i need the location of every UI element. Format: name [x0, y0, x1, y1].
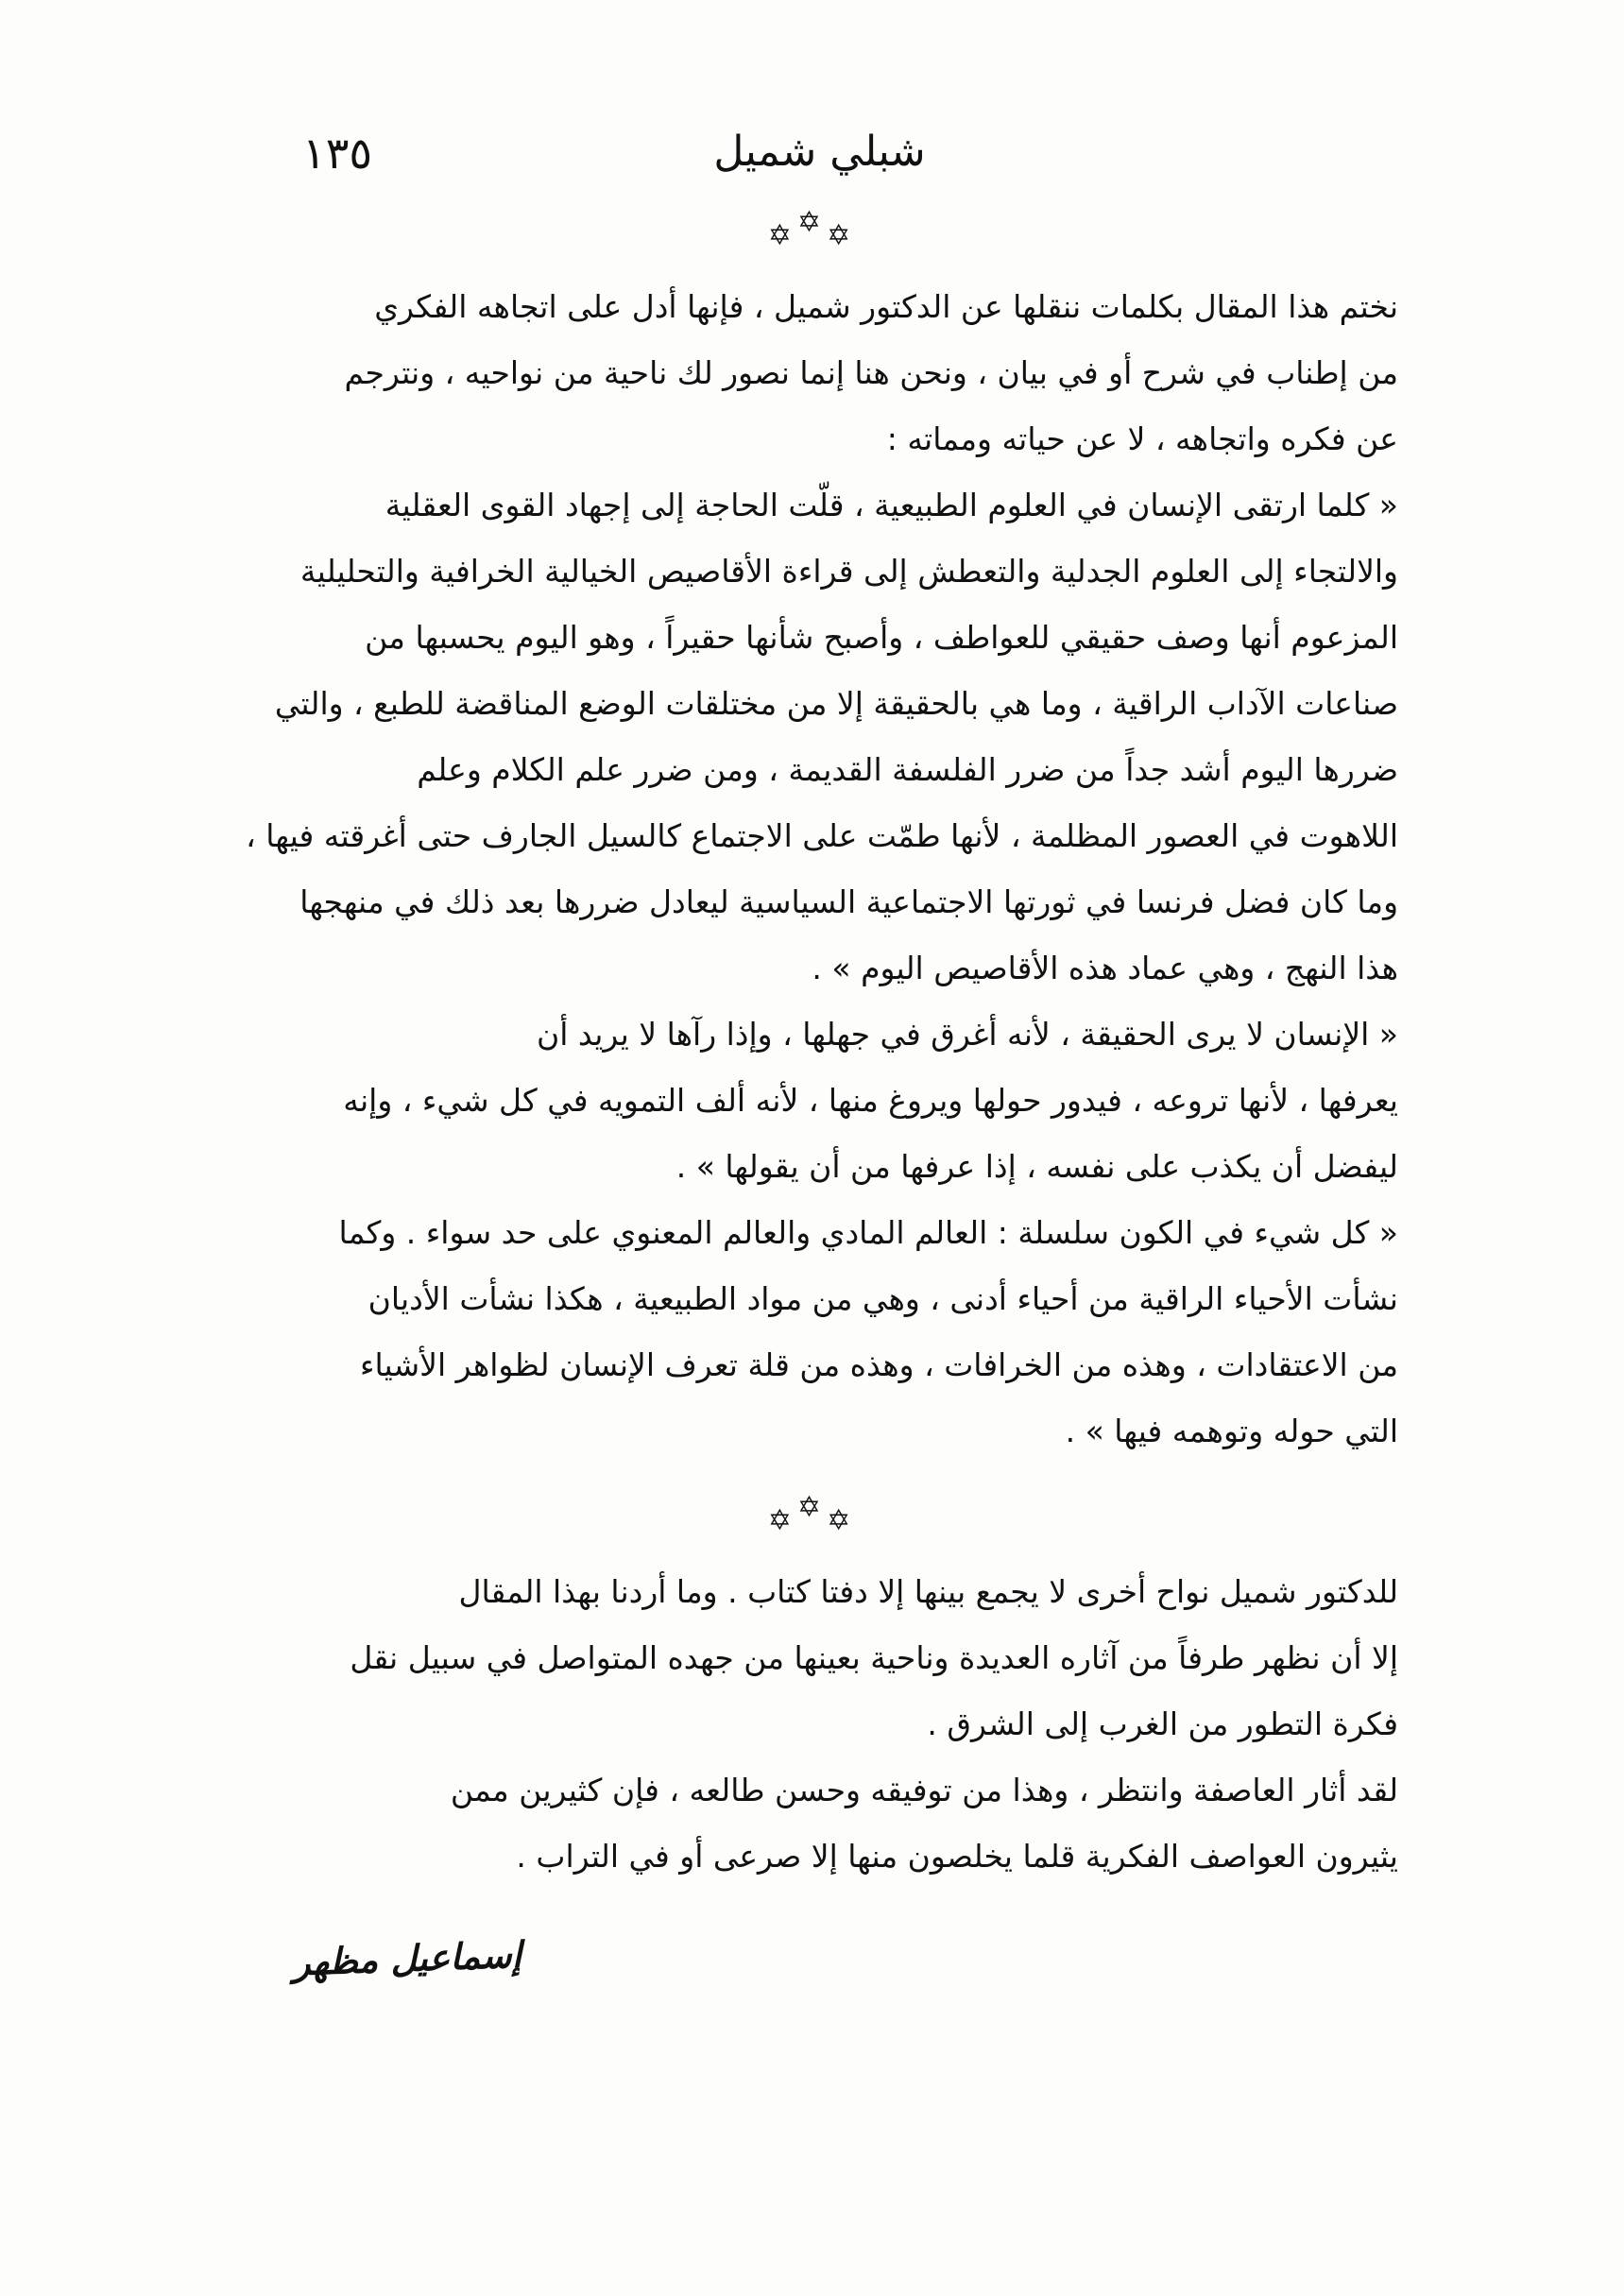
- section-divider-top: [0, 206, 1624, 257]
- text-line: اللاهوت في العصور المظلمة ، لأنها طمّت على الاجتماع كالسيل الجارف حتى أغرقته فيها ،: [246, 817, 1398, 854]
- star-ornament-icon: ✡: [827, 219, 857, 252]
- star-ornament-icon: ✡: [767, 1504, 797, 1537]
- text-line: فكرة التطور من الغرب إلى الشرق .: [927, 1705, 1398, 1742]
- page-header: [302, 128, 1337, 184]
- text-line: « كل شيء في الكون سلسلة : العالم المادي والعالم المعنوي على حد سواء . وكما: [338, 1214, 1398, 1251]
- text-line: من إطناب في شرح أو في بيان ، ونحن هنا إنما نصور لك ناحية من نواحيه ، ونترجم: [344, 354, 1398, 391]
- text-line: « الإنسان لا يرى الحقيقة ، لأنه أغرق في جهلها ، وإذا رآها لا يريد أن: [536, 1016, 1398, 1053]
- section-divider-bottom: [0, 1491, 1624, 1542]
- body-text-section-1: [231, 274, 1398, 1465]
- author-signature: إسماعيل مظهر: [292, 1932, 522, 1984]
- star-ornament-icon: ✡: [796, 1491, 828, 1524]
- star-ornament-icon: ✡: [796, 206, 828, 239]
- text-line: والالتجاء إلى العلوم الجدلية والتعطش إلى قراءة الأقاصيص الخيالية الخرافية والتحليلية: [299, 553, 1398, 590]
- text-line: التي حوله وتوهمه فيها » .: [1065, 1413, 1398, 1449]
- star-ornament-icon: ✡: [827, 1504, 857, 1537]
- text-line: للدكتور شميل نواح أخرى لا يجمع بينها إلا دفتا كتاب . وما أردنا بهذا المقال: [458, 1573, 1398, 1610]
- text-line: يثيرون العواصف الفكرية قلما يخلصون منها إلا صرعى أو في التراب .: [516, 1838, 1398, 1875]
- page-number: ١٣٥: [302, 128, 373, 179]
- text-line: ليفضل أن يكذب على نفسه ، إذا عرفها من أن يقولها » .: [675, 1148, 1398, 1185]
- running-title: شبلي شميل: [713, 128, 926, 176]
- text-line: ضررها اليوم أشد جداً من ضرر الفلسفة القديمة ، ومن ضرر علم الكلام وعلم: [417, 751, 1398, 788]
- text-line: من الاعتقادات ، وهذه من الخرافات ، وهذه من قلة تعرف الإنسان لظواهر الأشياء: [359, 1346, 1398, 1383]
- body-text-section-2: [231, 1559, 1398, 1890]
- text-line: نشأت الأحياء الراقية من أحياء أدنى ، وهي من مواد الطبيعية ، هكذا نشأت الأديان: [368, 1280, 1398, 1317]
- text-line: صناعات الآداب الراقية ، وما هي بالحقيقة إلا من مختلقات الوضع المناقضة للطبع ، والتي: [274, 685, 1398, 722]
- star-ornament-icon: ✡: [767, 219, 797, 252]
- text-line: إلا أن نظهر طرفاً من آثاره العديدة وناحية بعينها من جهده المتواصل في سبيل نقل: [350, 1639, 1398, 1676]
- text-line: عن فكره واتجاهه ، لا عن حياته ومماته :: [886, 420, 1398, 457]
- text-line: نختم هذا المقال بكلمات ننقلها عن الدكتور شميل ، فإنها أدل على اتجاهه الفكري: [374, 288, 1398, 325]
- text-line: هذا النهج ، وهي عماد هذه الأقاصيص اليوم » .: [812, 950, 1398, 986]
- text-line: وما كان فضل فرنسا في ثورتها الاجتماعية السياسية ليعادل ضررها بعد ذلك في منهجها: [299, 883, 1398, 920]
- text-line: لقد أثار العاصفة وانتظر ، وهذا من توفيقه وحسن طالعه ، فإن كثيرين ممن: [450, 1772, 1398, 1808]
- text-line: المزعوم أنها وصف حقيقي للعواطف ، وأصبح شأنها حقيراً ، وهو اليوم يحسبها من: [365, 619, 1398, 656]
- text-line: « كلما ارتقى الإنسان في العلوم الطبيعية ، قلّت الحاجة إلى إجهاد القوى العقلية: [385, 487, 1398, 523]
- text-line: يعرفها ، لأنها تروعه ، فيدور حولها ويروغ منها ، لأنه ألف التمويه في كل شيء ، وإنه: [343, 1082, 1398, 1119]
